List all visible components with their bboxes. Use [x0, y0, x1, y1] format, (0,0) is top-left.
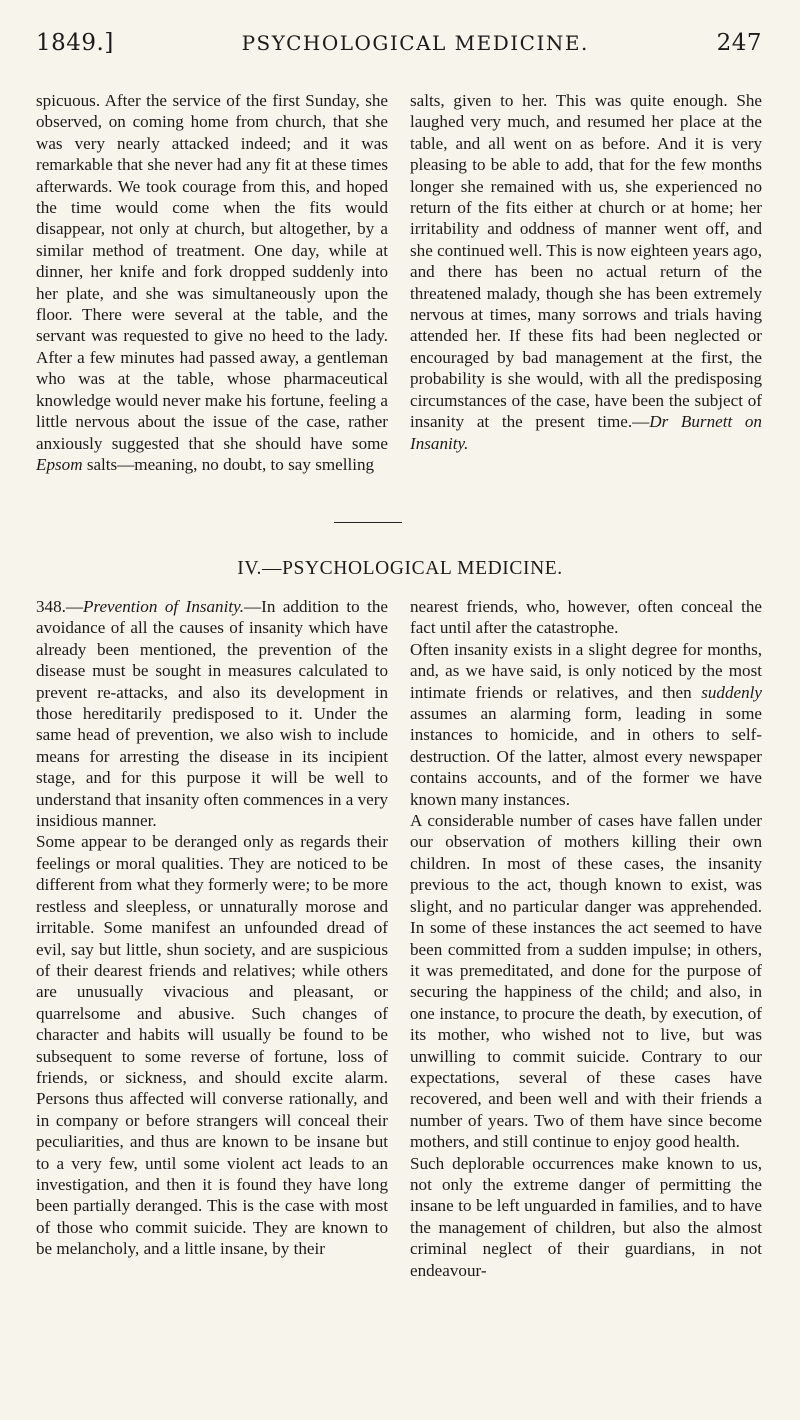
text-run: spicuous. After the service of the first Sunday, she observed, on coming home from church, that she was very nearly attacked indeed; and it was remarkable that she never had any fit at these times afterwards. We took courage from this, and hoped the time would come when the fits would disappear, not only at church, but altogether, by a similar method of treatment. One day, while at dinner, her knife and fork dropped suddenly into her plate, and she was simultaneously upon the floor. There were several at the table, and the servant was requested to give no heed to the lady. After a few minutes had passed away, a gentleman who was at the table, whose pharmaceutical knowledge would never make his fortune, feeling a little nervous about the issue of the case, rather anxiously suggested that she should have some — [36, 91, 388, 453]
article-number: 348.— — [36, 597, 84, 616]
paragraph — [410, 639, 762, 810]
text-run: salts, given to her. This was quite enough. She laughed very much, and resumed her place at the table, and all went on as before. And it is very pleasing to be able to add, that for the few months longer she remained with us, she experienced no return of the fits either at church or at home; her irritability and oddness of manner went off, and she continued well. This is now eighteen years ago, and there has been no actual return of the threatened malady, though she has been extremely nervous at times, many sorrows and trials having attended her. If these fits had been neglected or encouraged by bad management at the first, the probability is she would, with all the predisposing circumstances of the case, have been the subject of insanity at the present time.— — [410, 91, 762, 432]
bottom-right-column — [410, 596, 762, 1281]
section-divider — [334, 522, 402, 523]
text-run: assumes an alarming form, leading in some instances to homicide, and in others to self-destruction. Of the latter, almost every newspaper contains accounts, and of the former we have known many instances. — [410, 704, 762, 809]
top-left-column — [36, 90, 388, 475]
bottom-left-column — [36, 596, 388, 1260]
text-run: Often insanity exists in a slight degree for months, and, as we have said, is only noticed by the most intimate friends or relatives, and then — [410, 639, 762, 702]
section-heading: IV.—PSYCHOLOGICAL MEDICINE. — [237, 558, 563, 579]
page-number: 247 — [716, 30, 762, 56]
paragraph: Some appear to be deranged only as regards their feelings or moral qualities. They are noticed to be different from what they formerly were; to be more restless and sleepless, or unnaturally morose and irritable. Some manifest an unfounded dread of evil, say but little, shun society, and are suspicious of their dearest friends and relatives; while others are unusually vivacious and pleasant, or quarrelsome and abusive. Such changes of character and habits will usually be found to be subsequent to some reverse of fortune, loss of friends, or sickness, and should excite alarm. Persons thus affected will converse rationally, and in company or before strangers will conceal their peculiarities, and thus are known to be insane but to a very few, until some violent act leads to an investigation, and then it is found they have long been partially deranged. This is the case with most of those who commit suicide. They are known to be melancholy, and a little insane, by their — [36, 832, 388, 1259]
paragraph: Such deplorable occurrences make known to us, not only the extreme danger of permitting the insane to be left unguarded in families, and to have the management of children, but also the almost criminal neglect of their guardians, in not endeavour- — [410, 1153, 762, 1280]
paragraph — [36, 596, 388, 831]
text-run: —In addition to the avoidance of all the causes of insanity which have already been mentioned, the prevention of the disease must be sought in measures calculated to prevent re-attacks, and also its development in those hereditarily predisposed to it. Under the same head of prevention, we also wish to include means for arresting the disease in its incipient stage, and for this purpose it will be well to understand that insanity often commences in a very insidious manner. — [36, 597, 388, 831]
paragraph: nearest friends, who, however, often conceal the fact until after the catastrophe. — [410, 597, 762, 638]
top-right-column — [410, 90, 762, 454]
italic-text: suddenly — [701, 682, 762, 702]
paragraph — [36, 90, 388, 475]
article-title: Prevention of Insanity. — [83, 597, 245, 616]
italic-text: Epsom — [36, 454, 83, 474]
paragraph — [410, 90, 762, 454]
header-title: PSYCHOLOGICAL MEDICINE. — [241, 31, 589, 55]
running-head — [36, 30, 762, 66]
citation: Dr Burnett on Insanity. — [410, 412, 762, 453]
text-run: salts—meaning, no doubt, to say smelling — [82, 454, 375, 474]
header-year: 1849.] — [36, 30, 114, 56]
paragraph: A considerable number of cases have fallen under our observation of mothers killing their own children. In most of these cases, the insanity previous to the act, though known to exist, was slight, and no particular danger was apprehended. In some of these instances the act seemed to have been committed from a sudden impulse; in others, it was premeditated, and done for the purpose of securing the happiness of the child; and also, in one instance, to procure the death, by execution, of its mother, who wished not to live, but was unwilling to commit suicide. Contrary to our expectations, several of these cases have recovered, and been well and with their friends a number of years. Two of them have since become mothers, and still continue to enjoy good health. — [410, 811, 762, 1152]
